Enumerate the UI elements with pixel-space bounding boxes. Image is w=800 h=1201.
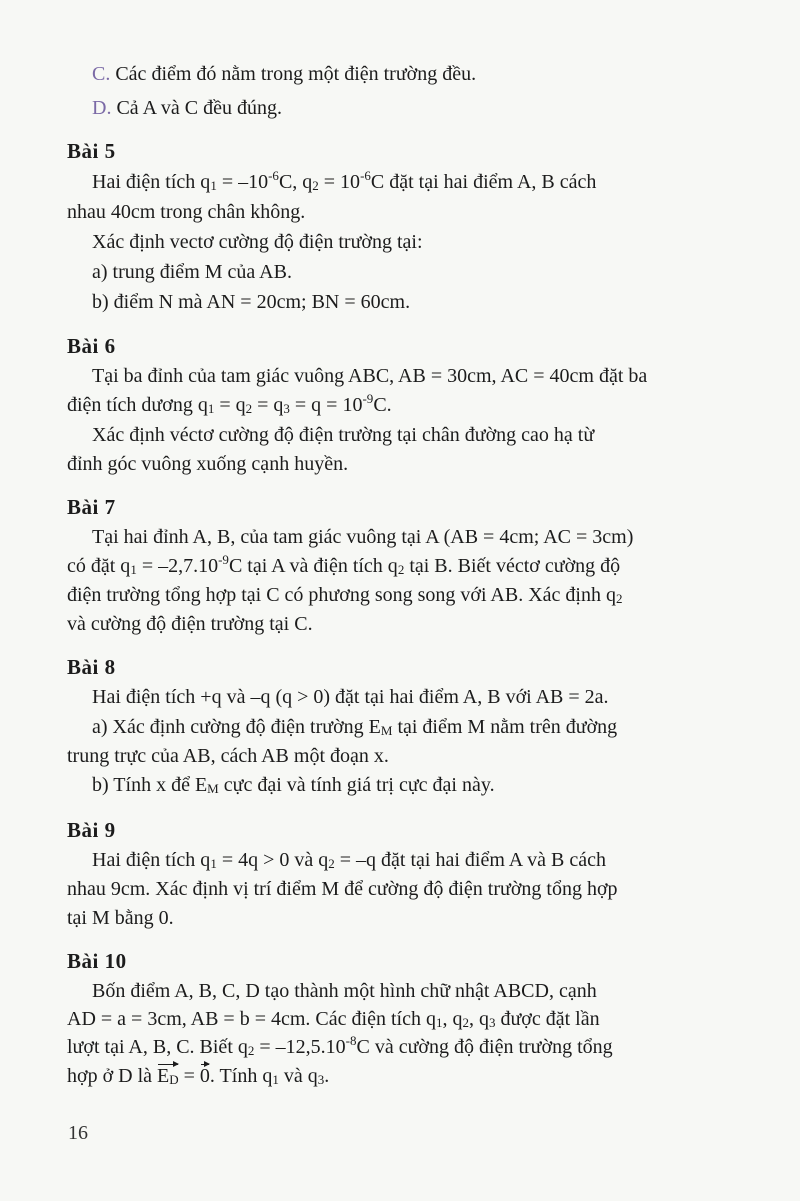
- option-d-letter: D.: [92, 97, 112, 119]
- bai6-title: Bài 6: [67, 334, 116, 358]
- vector-zero: 0: [199, 1065, 210, 1087]
- bai10-line4: hợp ở D là $E_D = 0$. Tính $q_1$ và $q_3$.: [67, 1065, 330, 1087]
- bai7-title: Bài 7: [67, 495, 116, 519]
- bai10-line2: AD = a = 3cm, AB = b = 4cm. Các điện tích $q_1$, $q_2$, $q_3$ được đặt lần: [67, 1008, 600, 1030]
- page-number: 16: [68, 1122, 88, 1144]
- bai9-title: Bài 9: [67, 818, 116, 842]
- bai7-line2: có đặt $q_1 = -2,7.10^{-9}C$ tại A và điện tích $q_2$ tại B. Biết véctơ cường độ: [67, 552, 621, 577]
- bai5-title: Bài 5: [67, 139, 116, 163]
- bai10-title: Bài 10: [67, 949, 127, 973]
- bai6-line2: điện tích dương $q_1 = q_2 = q_3 = q = 10^{-9}C$.: [67, 391, 392, 416]
- bai8-line1: Hai điện tích +q và –q (q > 0) đặt tại hai điểm A, B với AB = 2a.: [92, 686, 609, 708]
- option-c-text: Các điểm đó nằm trong một điện trường đều.: [115, 63, 477, 85]
- option-c: [92, 61, 476, 87]
- bai7-line1: Tại hai đỉnh A, B, của tam giác vuông tại A (AB = 4cm; AC = 3cm): [92, 526, 634, 548]
- bai9-line3: tại M bằng 0.: [67, 907, 174, 929]
- option-d-text: Cả A và C đều đúng.: [116, 97, 282, 119]
- bai7-line4: và cường độ điện trường tại C.: [67, 613, 313, 635]
- bai6-line1: Tại ba đỉnh của tam giác vuông ABC, AB = 30cm, AC = 40cm đặt ba: [92, 365, 648, 387]
- bai6-line3: Xác định véctơ cường độ điện trường tại chân đường cao hạ từ: [92, 424, 595, 446]
- bai7-line3: điện trường tổng hợp tại C có phương song song với AB. Xác định $q_2$: [67, 584, 623, 606]
- bai5-line4: a) trung điểm M của AB.: [92, 261, 292, 283]
- bai5-line2: nhau 40cm trong chân không.: [67, 201, 306, 223]
- bai8-line3: trung trực của AB, cách AB một đoạn x.: [67, 745, 389, 767]
- bai8-title: Bài 8: [67, 655, 116, 679]
- bai6-line4: đỉnh góc vuông xuống cạnh huyền.: [67, 453, 349, 475]
- bai10-line1: Bốn điểm A, B, C, D tạo thành một hình chữ nhật ABCD, cạnh: [92, 980, 597, 1002]
- bai5-line3: Xác định vectơ cường độ điện trường tại:: [92, 231, 423, 253]
- option-d: [92, 95, 282, 121]
- bai9-line1: Hai điện tích $q_1 = 4q > 0$ và $q_2 = -q$ đặt tại hai điểm A và B cách: [92, 849, 606, 871]
- bai5-line1: Hai điện tích $q_1 = -10^{-6}C$, $q_2 = 10^{-6}C$ đặt tại hai điểm A, B cách: [92, 168, 597, 193]
- bai8-line2: a) Xác định cường độ điện trường $E_M$ tại điểm M nằm trên đường: [92, 716, 618, 738]
- option-c-letter: C.: [92, 63, 111, 85]
- vector-e-d: $E_D$: [157, 1065, 179, 1087]
- bai10-line3: lượt tại A, B, C. Biết $q_2 = -12,5.10^{-8}C$ và cường độ điện trường tổng: [67, 1033, 613, 1058]
- bai9-line2: nhau 9cm. Xác định vị trí điểm M để cường độ điện trường tổng hợp: [67, 878, 618, 900]
- bai5-line5: b) điểm N mà AN = 20cm; BN = 60cm.: [92, 291, 411, 313]
- bai8-line4: b) Tính x để $E_M$ cực đại và tính giá trị cực đại này.: [92, 774, 495, 796]
